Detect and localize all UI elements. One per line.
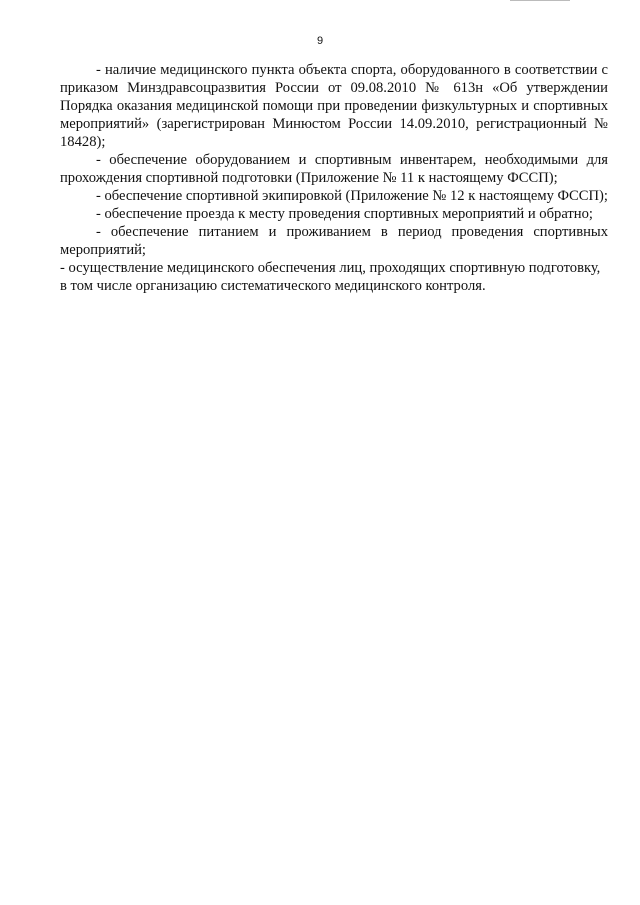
list-item-medical-point: - наличие медицинского пункта объекта спорта, оборудованного в соответствии с приказом Минздравсоцразвития России от 09.08.2010 № 613н «Об утверждении Порядка оказания медицинской помощи при проведении физкультурных и спортивных мероприятий» (зарегистрирован Минюстом России 14.09.2010, регистрационный № 18428); xyxy=(60,62,608,150)
scan-edge-mark xyxy=(510,0,570,1)
list-item-outfit: - обеспечение спортивной экипировкой (Приложение № 12 к настоящему ФССП); xyxy=(96,188,608,204)
page-number: 9 xyxy=(316,35,324,47)
document-body xyxy=(60,61,608,295)
list-item-travel: - обеспечение проезда к месту проведения спортивных мероприятий и обратно; xyxy=(96,206,593,222)
list-item-equipment: - обеспечение оборудованием и спортивным инвентарем, необходимыми для прохождения спортивной подготовки (Приложение № 11 к настоящему ФССП); xyxy=(60,152,608,186)
list-item-food-lodging: - обеспечение питанием и проживанием в период проведения спортивных мероприятий; xyxy=(60,224,608,258)
list-item-medical-support: - осуществление медицинского обеспечения лиц, проходящих спортивную подготовку, в том числе организацию систематического медицинского контроля. xyxy=(60,260,601,294)
